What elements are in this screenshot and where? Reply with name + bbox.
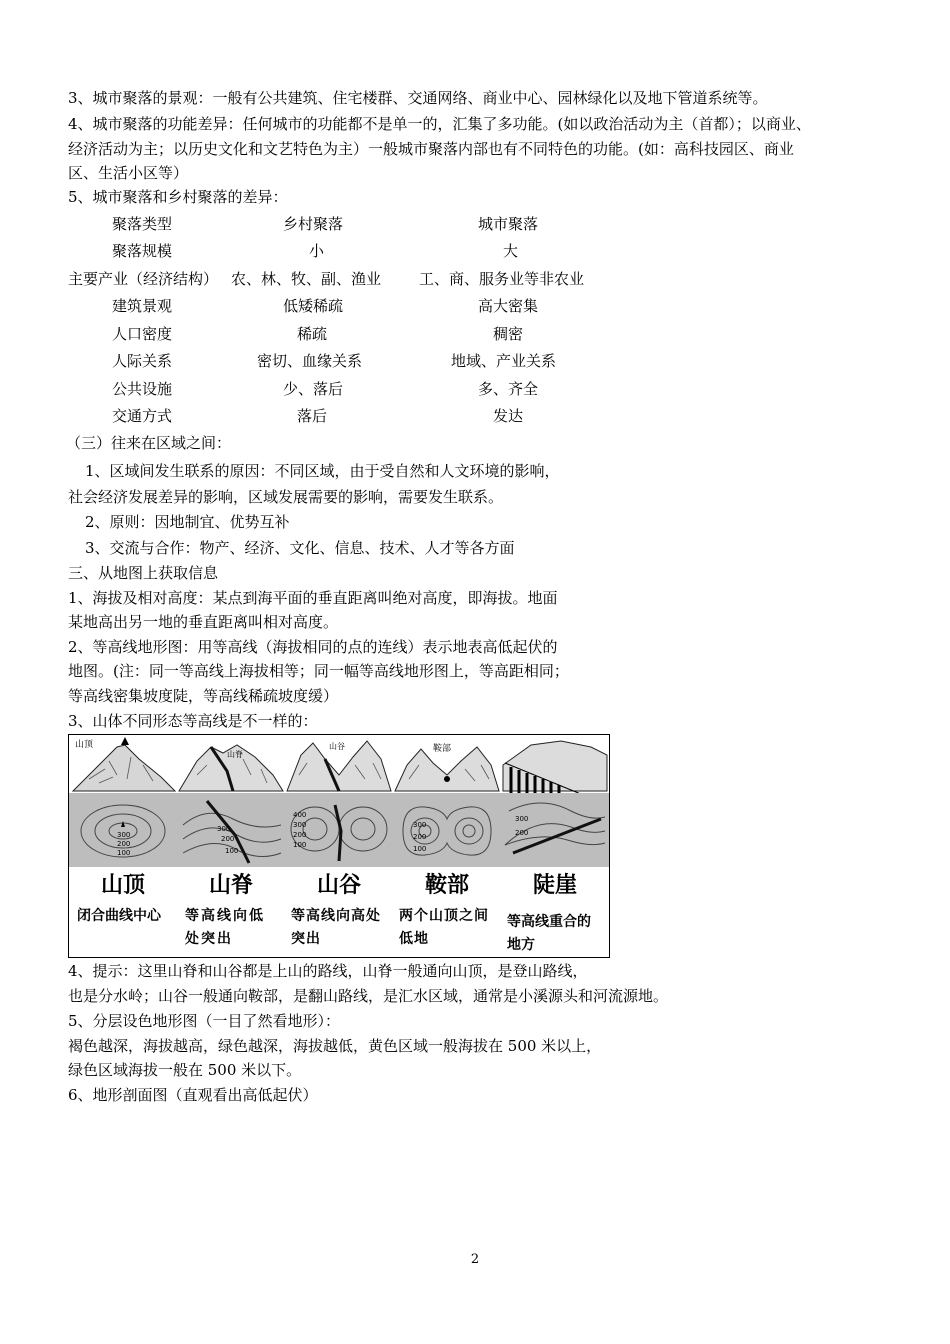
section-heading: 三、从地图上获取信息	[68, 564, 219, 582]
table-cell: 大	[503, 242, 519, 260]
contour-value: 100	[225, 847, 239, 855]
contour-value: 400	[293, 811, 307, 819]
landform-term: 山谷	[316, 873, 361, 898]
text-line: 6、地形剖面图（直观看出高低起伏）	[68, 1086, 318, 1104]
text-line: 某地高出另一地的垂直距离叫相对高度。	[68, 613, 339, 631]
contour-value: 300	[413, 821, 427, 829]
landform-term: 陡崖	[532, 873, 577, 898]
landform-description: 等高线向低处突出	[185, 908, 265, 947]
text-line: 经济活动为主；以历史文化和文艺特色为主）一般城市聚落内部也有不同特色的功能。(如：高科技园区、商业	[68, 140, 794, 158]
contour-value: 300	[117, 831, 131, 839]
table-cell: 稀疏	[297, 325, 328, 343]
table-cell: 建筑景观	[112, 297, 173, 315]
panel-label: 山谷	[329, 742, 345, 751]
table-cell: 聚落规模	[112, 242, 173, 260]
text-line: 褐色越深，海拔越高，绿色越深，海拔越低，黄色区域一般海拔在 500 米以上，	[68, 1037, 602, 1055]
table-cell: 农、林、牧、副、渔业	[231, 270, 382, 288]
text-line: 绿色区域海拔一般在 500 米以下。	[68, 1061, 302, 1079]
panel-cliff	[501, 735, 609, 867]
landform-description: 等高线重合的地方	[507, 914, 591, 953]
text-line: 1、海拔及相对高度：某点到海平面的垂直距离叫绝对高度，即海拔。地面	[68, 589, 558, 607]
text-line: 地图。(注：同一等高线上海拔相等；同一幅等高线地形图上，等高距相同；	[68, 662, 569, 680]
table-cell: 发达	[493, 407, 524, 425]
text-line: 5、城市聚落和乡村聚落的差异：	[68, 188, 288, 206]
text-line: 3、交流与合作：物产、经济、文化、信息、技术、人才等各方面	[85, 539, 515, 557]
panel-summit	[69, 735, 177, 867]
text-line: 区、生活小区等）	[68, 164, 189, 182]
landform-term: 山脊	[208, 873, 253, 898]
panel-label: 山脊	[227, 750, 243, 759]
landform-description: 等高线向高处突出	[291, 908, 381, 947]
contour-value: 200	[117, 840, 131, 848]
landform-description: 闭合曲线中心	[77, 908, 161, 924]
text-line: 2、原则：因地制宜、优势互补	[85, 513, 290, 531]
landform-term: 鞍部	[424, 873, 469, 898]
text-line: 4、提示：这里山脊和山谷都是上山的路线，山脊一般通向山顶，是登山路线，	[68, 962, 588, 980]
text-line: 社会经济发展差异的影响，区域发展需要的影响，需要发生联系。	[68, 488, 504, 506]
table-cell: 城市聚落	[478, 215, 539, 233]
page-number: 2	[470, 1252, 480, 1267]
table-cell: 乡村聚落	[283, 215, 344, 233]
table-cell: 交通方式	[112, 407, 173, 425]
landform-description: 两个山顶之间低地	[399, 908, 489, 947]
table-cell: 多、齐全	[478, 380, 539, 398]
table-cell: 地域、产业关系	[451, 352, 557, 370]
contour-value: 100	[117, 849, 131, 857]
text-line: 4、城市聚落的功能差异：任何城市的功能都不是单一的，汇集了多功能。(如以政治活动为主（首都）；以商业、	[68, 115, 811, 133]
contour-value: 300	[293, 821, 307, 829]
text-line: 等高线密集坡度陡，等高线稀疏坡度缓）	[68, 687, 339, 705]
text-line: 2、等高线地形图：用等高线（海拔相同的点的连线）表示地表高低起伏的	[68, 638, 558, 656]
contour-value: 300	[217, 825, 231, 833]
contour-value: 200	[413, 833, 427, 841]
table-cell: 人际关系	[112, 352, 173, 370]
contour-value: 200	[293, 831, 307, 839]
text-line: 5、分层设色地形图（一目了然看地形）：	[68, 1012, 341, 1030]
text-line: 3、山体不同形态等高线是不一样的：	[68, 712, 318, 730]
landform-term: 山顶	[100, 873, 145, 898]
panel-saddle	[393, 735, 501, 867]
panel-valley	[285, 735, 393, 867]
panel-label: 鞍部	[433, 744, 452, 754]
contour-value: 300	[515, 815, 529, 823]
panel-label: 山顶	[75, 740, 94, 750]
text-line: 1、区域间发生联系的原因：不同区域，由于受自然和人文环境的影响，	[85, 462, 560, 480]
section-heading: （三）往来在区域之间：	[66, 434, 232, 452]
landform-contour-figure	[68, 734, 610, 958]
table-cell: 主要产业（经济结构）	[68, 270, 219, 288]
table-cell: 小	[309, 242, 325, 260]
table-cell: 落后	[297, 407, 328, 425]
table-cell: 公共设施	[112, 380, 173, 398]
table-cell: 少、落后	[283, 380, 344, 398]
contour-value: 100	[293, 841, 307, 849]
table-cell: 稠密	[493, 325, 524, 343]
table-cell: 人口密度	[112, 325, 173, 343]
table-cell: 低矮稀疏	[283, 297, 344, 315]
text-line: 3、城市聚落的景观：一般有公共建筑、住宅楼群、交通网络、商业中心、园林绿化以及地下管道系统等。	[68, 89, 768, 107]
table-cell: 密切、血缘关系	[257, 352, 363, 370]
contour-value: 200	[515, 829, 529, 837]
table-cell: 聚落类型	[112, 215, 173, 233]
contour-value: 200	[221, 835, 235, 843]
contour-value: 100	[413, 845, 427, 853]
table-cell: 高大密集	[478, 297, 539, 315]
panel-ridge	[177, 735, 285, 867]
text-line: 也是分水岭；山谷一般通向鞍部，是翻山路线，是汇水区域，通常是小溪源头和河流源地。	[68, 987, 669, 1005]
table-cell: 工、商、服务业等非农业	[419, 270, 585, 288]
